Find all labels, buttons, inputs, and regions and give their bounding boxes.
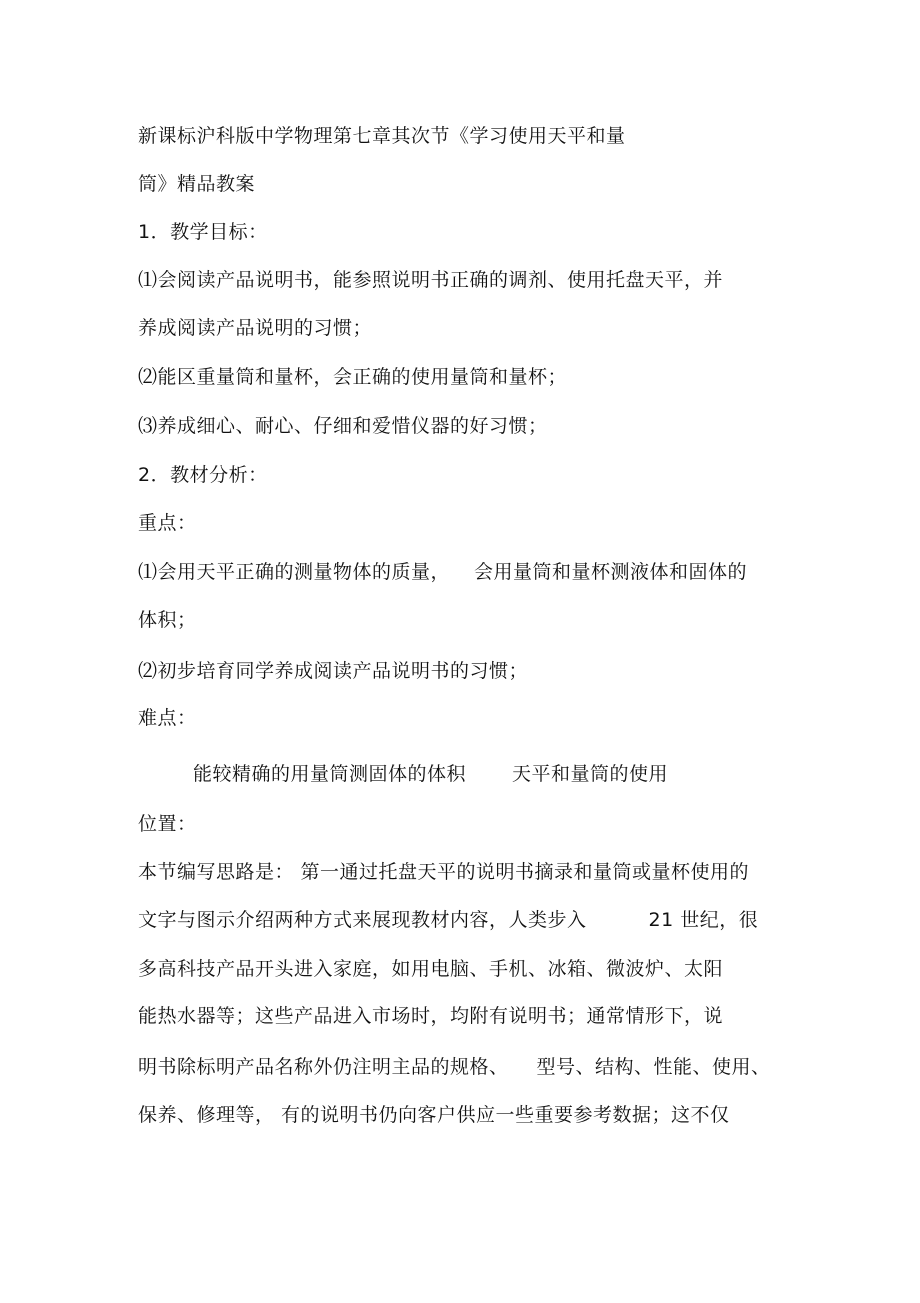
- body-line-5-part-2: 型号、结构、性能、使用、: [536, 1056, 771, 1078]
- section-2-heading: 2．教材分析：: [138, 464, 268, 486]
- key-point-1-line-2: 体积；: [138, 609, 197, 631]
- section-1-heading: 1．教学目标：: [138, 221, 268, 243]
- objective-2: ⑵能区重量筒和量杯，会正确的使用量筒和量杯；: [138, 366, 568, 388]
- key-point-1-line-1: [138, 559, 747, 585]
- key-point-2: ⑵初步培育同学养成阅读产品说明书的习惯；: [138, 660, 529, 682]
- body-line-2-part-2: 21 世纪，很: [648, 909, 759, 931]
- body-line-5: [138, 1054, 771, 1080]
- objective-1-line-2: 养成阅读产品说明的习惯；: [138, 317, 373, 339]
- key-point-1-part-1: ⑴会用天平正确的测量物体的质量，: [138, 561, 451, 583]
- difficulty-label: 难点：: [138, 707, 197, 729]
- position-label: 位置：: [138, 813, 197, 835]
- difficulty-part-1: 能较精确的用量筒测固体的体积: [193, 763, 467, 785]
- body-line-2: [138, 907, 758, 933]
- body-line-5-part-1: 明书除标明产品名称外仍注明主品的规格、: [138, 1056, 509, 1078]
- difficulty-line: [193, 761, 668, 787]
- objective-1-line-1: ⑴会阅读产品说明书，能参照说明书正确的调剂、使用托盘天平，并: [138, 269, 724, 291]
- body-line-1: 本节编写思路是： 第一通过托盘天平的说明书摘录和量筒或量杯使用的: [138, 861, 750, 883]
- body-line-4: 能热水器等；这些产品进入市场时，均附有说明书；通常情形下，说: [138, 1005, 724, 1027]
- difficulty-part-2: 天平和量筒的使用: [512, 763, 669, 785]
- key-points-label: 重点：: [138, 512, 197, 534]
- body-line-6: 保养、修理等， 有的说明书仍向客户供应一些重要参考数据；这不仅: [138, 1104, 730, 1126]
- title-line-1: 新课标沪科版中学物理第七章其次节《学习使用天平和量: [138, 125, 626, 147]
- body-line-3: 多高科技产品开头进入家庭，如用电脑、手机、冰箱、微波炉、太阳: [138, 958, 724, 980]
- key-point-1-part-2: 会用量筒和量杯测液体和固体的: [474, 561, 748, 583]
- body-line-2-part-1: 文字与图示介绍两种方式来展现教材内容，人类步入: [138, 909, 587, 931]
- objective-3: ⑶养成细心、耐心、仔细和爱惜仪器的好习惯；: [138, 415, 548, 437]
- title-line-2: 筒》精品教案: [138, 173, 256, 195]
